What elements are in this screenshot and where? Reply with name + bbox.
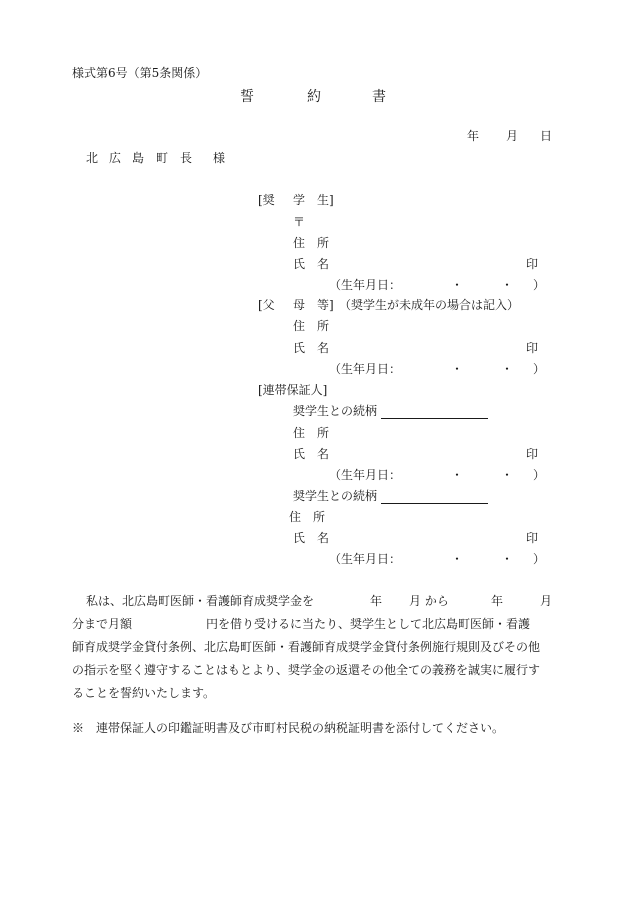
parent-address-label-2: 所 (317, 319, 330, 333)
pledge-line-2-rest: 円を借り受けるに当たり、奨学生として北広島町医師・看護 (206, 617, 531, 631)
parent-seal-mark: 印 (526, 341, 539, 355)
attachment-note: ※ 連帯保証人の印鑑証明書及び市町村民税の納税証明書を添付してください。 (72, 721, 505, 735)
pledge-line-3: 師育成奨学金貸付条例、北広島町医師・看護師育成奨学金貸付条例施行規則及びその他 (72, 640, 541, 654)
scholar-name-label-2: 名 (317, 257, 330, 271)
pledge-line-1-year2: 年 (491, 594, 504, 608)
guarantor-1-seal-mark: 印 (526, 447, 539, 461)
addressee-char: 島 (132, 151, 145, 165)
scholar-birth-dot-2: ・ (501, 278, 514, 292)
pledge-line-1-month2: 月 (540, 594, 553, 608)
guarantor-1-relation-label: 奨学生との続柄 (293, 404, 378, 418)
parent-birth-label: （生年月日： (329, 362, 402, 376)
pledge-line-1-month-from: 月 から (409, 594, 449, 608)
scholar-header-1: [奨 (258, 193, 275, 207)
postal-mark: 〒 (293, 215, 306, 229)
guarantor-2-birth-close: ） (533, 552, 546, 566)
guarantor-2-name-label-2: 名 (317, 531, 330, 545)
guarantor-2-seal-mark: 印 (526, 531, 539, 545)
date-year: 年 (467, 129, 480, 143)
guarantor-1-address-label-2: 所 (317, 426, 330, 440)
pledge-line-4: の指示を堅く遵守することはもとより、奨学金の返還その他全ての義務を誠実に履行す (72, 663, 541, 677)
scholar-birth-close: ） (533, 278, 546, 292)
parent-header-note: （奨学生が未成年の場合は記入） (339, 298, 520, 312)
guarantor-header: [連帯保証人] (258, 383, 328, 397)
guarantor-2-birth-label: （生年月日： (329, 552, 402, 566)
date-day: 日 (540, 129, 553, 143)
parent-header-2: 母 (293, 298, 306, 312)
guarantor-2-name-label-1: 氏 (293, 531, 306, 545)
guarantor-1-name-label-1: 氏 (293, 447, 306, 461)
date-month: 月 (506, 129, 519, 143)
guarantor-1-birth-close: ） (533, 468, 546, 482)
guarantor-2-relation-label: 奨学生との続柄 (293, 489, 378, 503)
guarantor-1-address-label-1: 住 (293, 426, 306, 440)
parent-birth-close: ） (533, 362, 546, 376)
guarantor-2-address-label-2: 所 (313, 510, 326, 524)
parent-birth-dot-2: ・ (501, 362, 514, 376)
addressee-char: 町 (156, 151, 169, 165)
parent-name-label-2: 名 (317, 341, 330, 355)
guarantor-1-relation-line (381, 418, 488, 419)
guarantor-2-address-label-1: 住 (289, 510, 302, 524)
pledge-line-5: ることを誓約いたします。 (72, 686, 216, 700)
scholar-address-label-1: 住 (293, 236, 306, 250)
title-char-1: 誓 (240, 89, 254, 105)
title-char-3: 書 (372, 89, 386, 105)
scholar-birth-label: （生年月日： (329, 278, 402, 292)
pledge-line-1-text: 私は、北広島町医師・看護師育成奨学金を (86, 594, 315, 608)
parent-header-1: [父 (258, 298, 275, 312)
scholar-header-2: 学 (293, 193, 306, 207)
parent-name-label-1: 氏 (293, 341, 306, 355)
addressee-char: 長 (180, 151, 193, 165)
scholar-address-label-2: 所 (317, 236, 330, 250)
addressee-char: 広 (109, 151, 122, 165)
guarantor-1-name-label-2: 名 (317, 447, 330, 461)
addressee-char: 北 (86, 151, 99, 165)
guarantor-1-birth-dot-2: ・ (501, 468, 514, 482)
guarantor-1-birth-dot-1: ・ (451, 468, 464, 482)
guarantor-2-birth-dot-1: ・ (451, 552, 464, 566)
scholar-name-label-1: 氏 (293, 257, 306, 271)
addressee-char: 様 (213, 151, 226, 165)
scholar-header-3: 生] (317, 193, 334, 207)
form-label: 様式第6号（第5条関係） (72, 66, 208, 80)
parent-header-3: 等] (317, 298, 334, 312)
guarantor-1-birth-label: （生年月日： (329, 468, 402, 482)
guarantor-2-relation-line (381, 503, 488, 504)
scholar-birth-dot-1: ・ (451, 278, 464, 292)
parent-birth-dot-1: ・ (451, 362, 464, 376)
parent-address-label-1: 住 (293, 319, 306, 333)
scholar-seal-mark: 印 (526, 257, 539, 271)
pledge-line-1-year1: 年 (370, 594, 383, 608)
guarantor-2-birth-dot-2: ・ (501, 552, 514, 566)
pledge-line-2-text: 分まで月額 (72, 617, 133, 631)
title-char-2: 約 (307, 89, 321, 105)
